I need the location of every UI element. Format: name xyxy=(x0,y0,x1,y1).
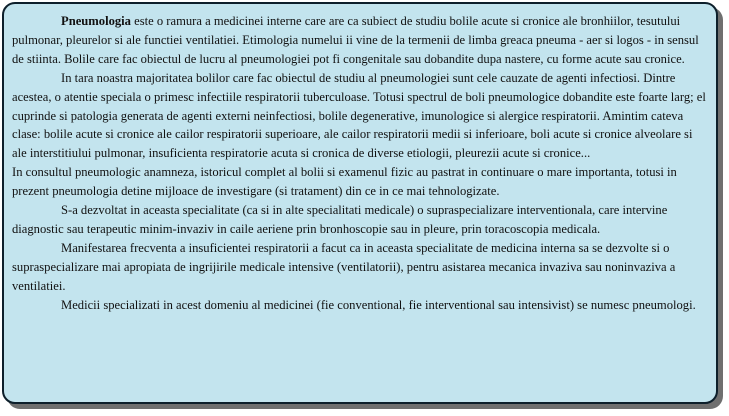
paragraph-definition-text: este o ramura a medicinei interne care are ca subiect de studiu bolile acute si cronice ale bronhiilor, tesutului pulmonar, pleurelor si ale functiei ventilatiei. Etimologia numelui ii vine de la termenii de limba greaca pneuma - aer si logos - in sensul de stiinta. Bolile care fac obiectul de lucru al pneumologiei pot fi congenitale sau dobandite dupa nastere, cu forme acute sau cronice. xyxy=(12,14,699,66)
paragraph-interventional: S-a dezvoltat in aceasta specialitate (ca si in alte specialitati medicale) o supraspecializare interventionala, care intervine diagnostic sau terapeutic minim-invaziv in caile aeriene prin bronhoscopie sau in pleure, prin toracoscopia medicala. xyxy=(12,203,668,236)
paragraph-intensive-care: Manifestarea frecventa a insuficientei respiratorii a facut ca in aceasta specialitate de medicina interna sa se dezvolte si o supraspecializare mai apropiata de ingrijirile medicale intensive (ventilatorii), pentru asistarea mecanica invaziva sau noninvaziva a ventilatiei. xyxy=(12,240,676,293)
paragraph-pneumologists: Medicii specializati in acest domeniu al medicinei (fie conventional, fie interventional sau intensivist) se numesc pneumologi. xyxy=(61,297,696,312)
paragraph-diseases: In tara noastra majoritatea bolilor care fac obiectul de studiu al pneumologiei sunt cele cauzate de agenti infectiosi. Dintre acestea, o atentie speciala o primesc infectiile respiratorii tuberculoase. Totusi spectrul de boli pneumologice dobandite este foarte larg; el cuprinde si patologia generata de agenti externi neinfectiosi, bolile degenerative, imunologice si alergice respiratorii. Amintim cateva clase: bolile acute si cronice ale cailor respiratorii superioare, ale cailor respiratorii medii si inferioare, boli acute si cronice alveolare si ale interstitiului pulmonar, insuficienta respiratorie acuta si cronica de diverse etiologii, pleurezii acute si cronice... xyxy=(12,70,706,161)
term-pneumologia: Pneumologia xyxy=(61,14,131,28)
paragraph-consultation: In consultul pneumologic anamneza, istoricul complet al bolii si examenul fizic au pastrat in continuare o mare importanta, totusi in prezent pneumologia detine mijloace de investigare (si tratament) din ce in ce mai tehnologizate. xyxy=(12,165,677,199)
text-panel xyxy=(2,2,718,404)
paragraph-definition xyxy=(12,12,708,69)
